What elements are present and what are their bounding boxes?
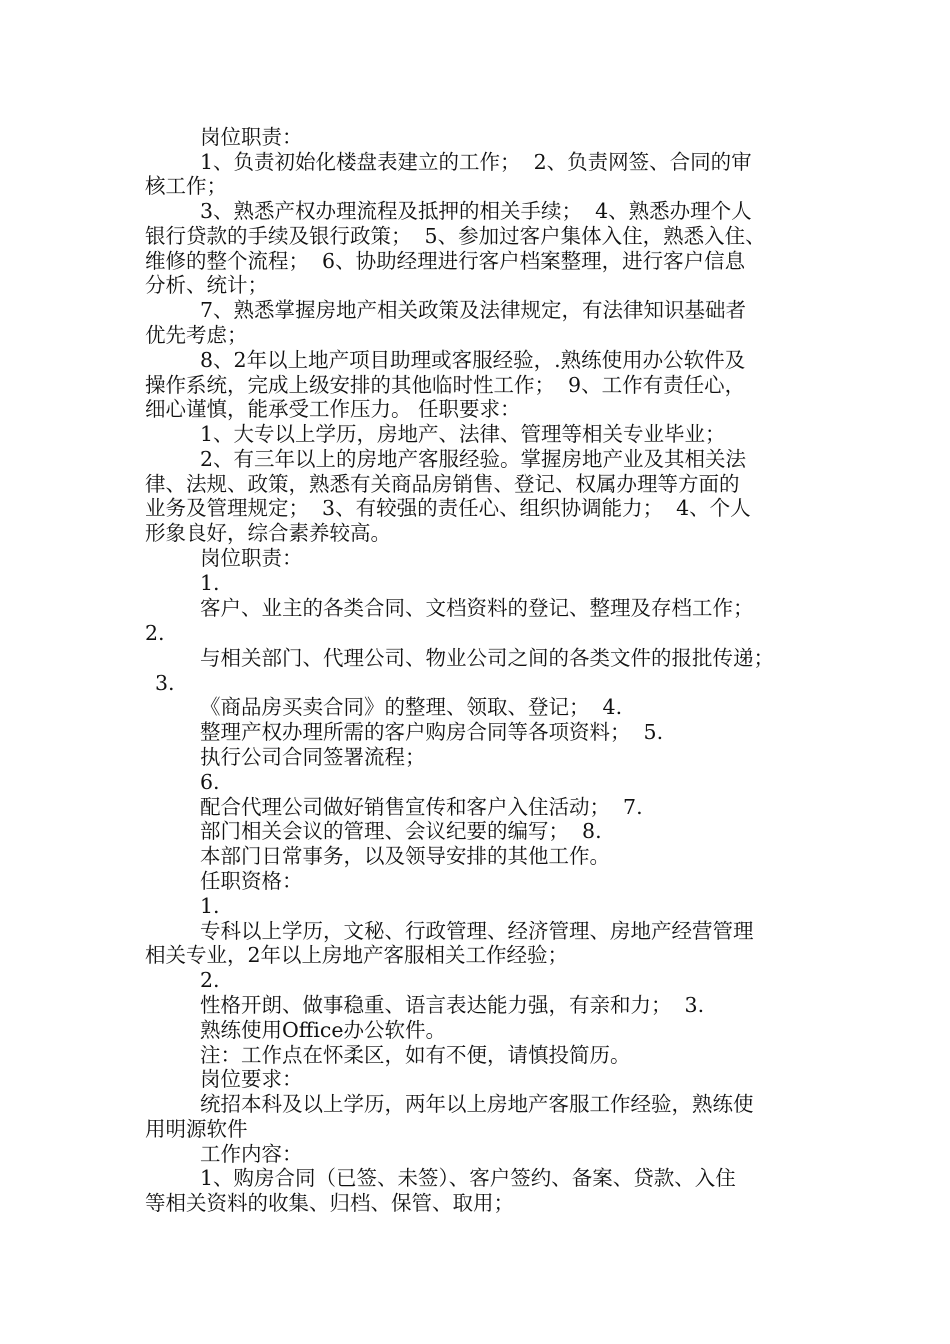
text-line: 1. bbox=[200, 571, 220, 595]
text-line: 维修的整个流程； 6、协助经理进行客户档案整理，进行客户信息 bbox=[145, 249, 746, 273]
text-line: 3. bbox=[155, 671, 175, 695]
text-line: 1、购房合同（已签、未签）、客户签约、备案、贷款、入住 bbox=[200, 1166, 736, 1190]
text-line: 分析、统计； bbox=[145, 273, 268, 297]
text-line: 细心谨慎，能承受工作压力。 任职要求： bbox=[145, 397, 521, 421]
text-line: 本部门日常事务，以及领导安排的其他工作。 bbox=[200, 844, 610, 868]
text-line: 注：工作点在怀柔区，如有不便，请慎投简历。 bbox=[200, 1043, 631, 1067]
text-line: 熟练使用Office办公软件。 bbox=[200, 1018, 447, 1042]
text-line: 等相关资料的收集、归档、保管、取用； bbox=[145, 1191, 514, 1215]
text-line: 执行公司合同签署流程； bbox=[200, 745, 426, 769]
text-line: 与相关部门、代理公司、物业公司之间的各类文件的报批传递； bbox=[200, 646, 774, 670]
text-line: 银行贷款的手续及银行政策； 5、参加过客户集体入住，熟悉入住、 bbox=[145, 224, 766, 248]
text-line: 操作系统，完成上级安排的其他临时性工作； 9、工作有责任心， bbox=[145, 373, 746, 397]
text-line: 律、法规、政策，熟悉有关商品房销售、登记、权属办理等方面的 bbox=[145, 472, 740, 496]
text-line: 专科以上学历，文秘、行政管理、经济管理、房地产经营管理 bbox=[200, 919, 754, 943]
text-line: 性格开朗、做事稳重、语言表达能力强，有亲和力； 3. bbox=[200, 993, 705, 1017]
text-line: 2. bbox=[200, 968, 220, 992]
text-line: 2. bbox=[145, 621, 165, 645]
text-line: 核工作； bbox=[145, 174, 227, 198]
text-line: 相关专业，2年以上房地产客服相关工作经验； bbox=[145, 943, 569, 967]
text-line: 工作内容： bbox=[200, 1142, 303, 1166]
text-line: 1、大专以上学历，房地产、法律、管理等相关专业毕业； bbox=[200, 422, 726, 446]
text-line: 统招本科及以上学历，两年以上房地产客服工作经验，熟练使 bbox=[200, 1092, 754, 1116]
text-line: 客户、业主的各类合同、文档资料的登记、整理及存档工作； bbox=[200, 596, 754, 620]
text-line: 岗位要求： bbox=[200, 1067, 303, 1091]
text-line: 6. bbox=[200, 770, 220, 794]
text-line: 1. bbox=[200, 894, 220, 918]
text-line: 《商品房买卖合同》的整理、领取、登记； 4. bbox=[200, 695, 623, 719]
text-line: 1、负责初始化楼盘表建立的工作； 2、负责网签、合同的审 bbox=[200, 150, 752, 174]
text-line: 2、有三年以上的房地产客服经验。掌握房地产业及其相关法 bbox=[200, 447, 747, 471]
text-line: 部门相关会议的管理、会议纪要的编写； 8. bbox=[200, 819, 602, 843]
text-line: 优先考虑； bbox=[145, 323, 248, 347]
text-line: 业务及管理规定； 3、有较强的责任心、组织协调能力； 4、个人 bbox=[145, 496, 751, 520]
text-line: 配合代理公司做好销售宣传和客户入住活动； 7. bbox=[200, 795, 643, 819]
text-line: 任职资格： bbox=[200, 869, 303, 893]
text-line: 7、熟悉掌握房地产相关政策及法律规定，有法律知识基础者 bbox=[200, 298, 747, 322]
text-line: 用明源软件 bbox=[145, 1117, 248, 1141]
text-line: 3、熟悉产权办理流程及抵押的相关手续； 4、熟悉办理个人 bbox=[200, 199, 752, 223]
text-line: 岗位职责： bbox=[200, 125, 303, 149]
text-line: 形象良好，综合素养较高。 bbox=[145, 521, 391, 545]
text-line: 整理产权办理所需的客户购房合同等各项资料； 5. bbox=[200, 720, 664, 744]
text-line: 8、2年以上地产项目助理或客服经验，.熟练使用办公软件及 bbox=[200, 348, 746, 372]
text-line: 岗位职责： bbox=[200, 546, 303, 570]
